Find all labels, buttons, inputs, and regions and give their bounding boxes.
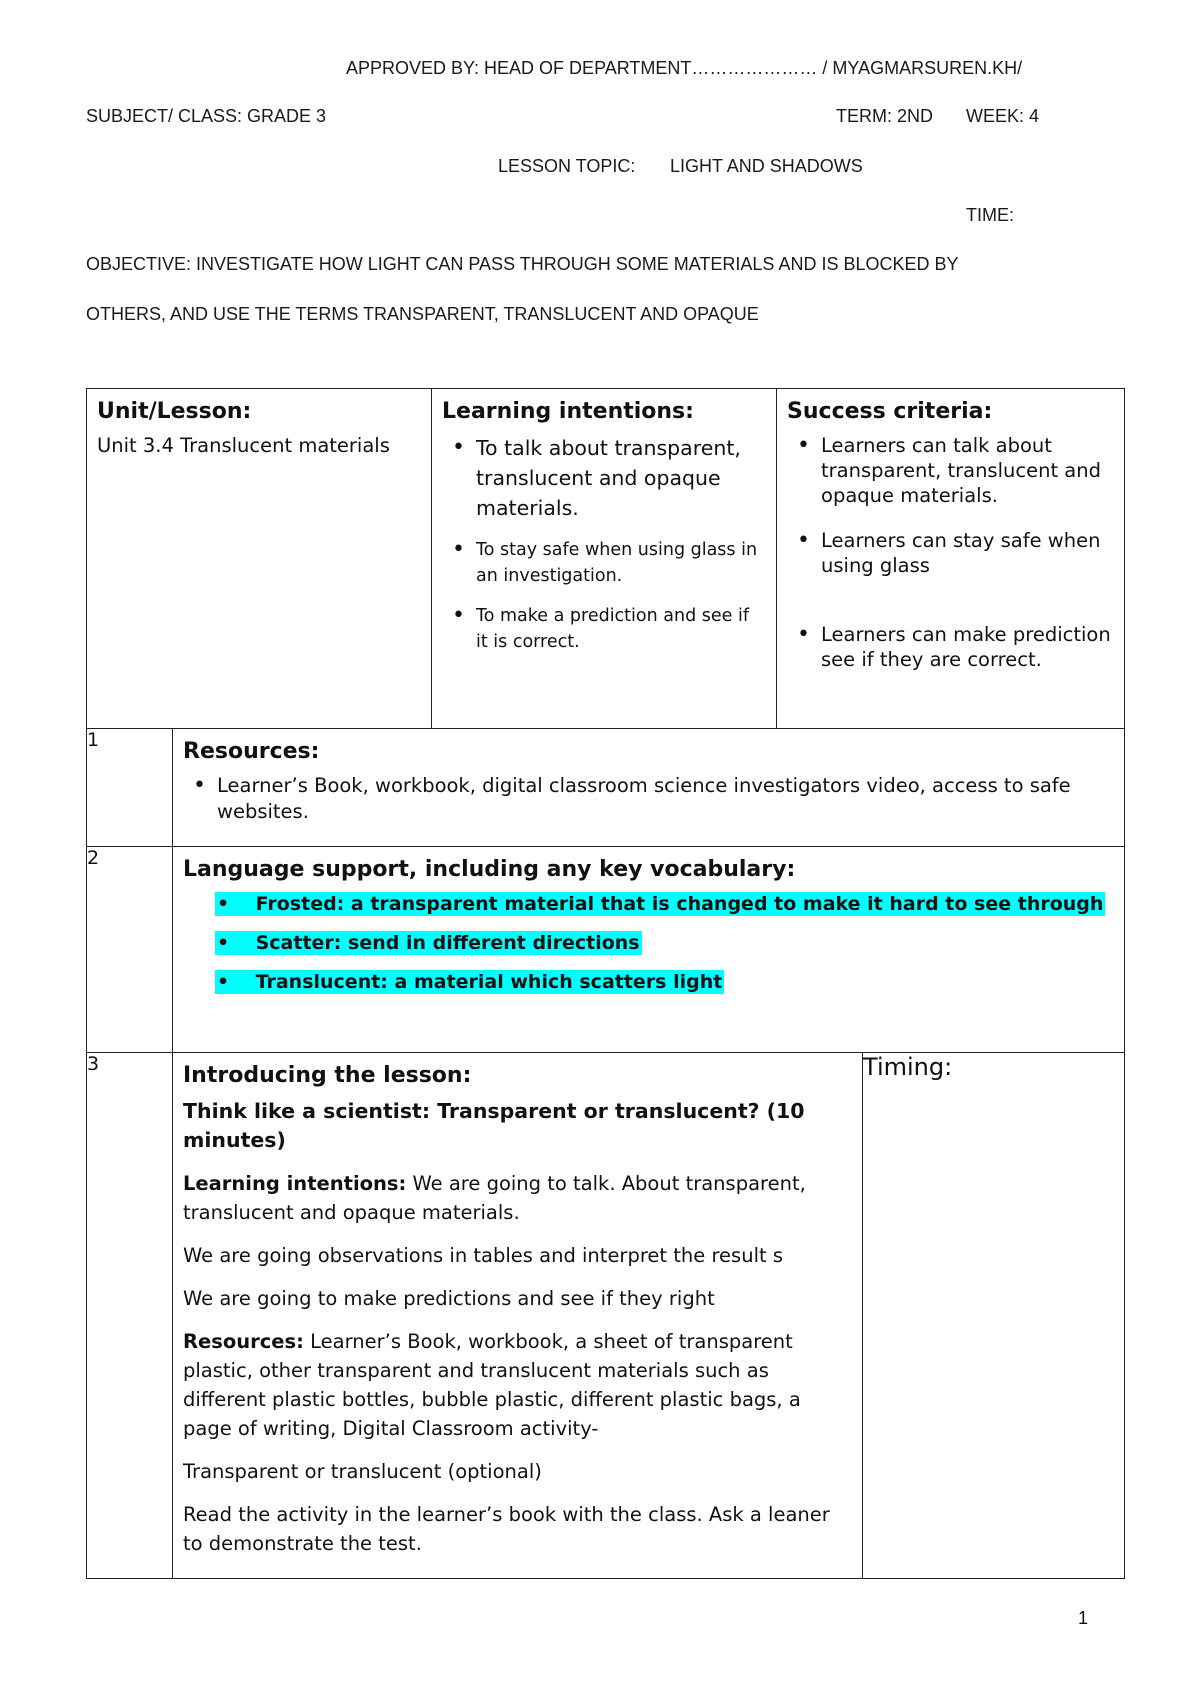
list-item: • To make a prediction and see if it is correct. <box>442 603 766 655</box>
vocab-translucent: Translucent: a material which scatters light <box>255 971 723 993</box>
introduction-row <box>87 1053 1125 1579</box>
bullet-icon: • <box>217 893 256 915</box>
objective-line-1: OBJECTIVE: INVESTIGATE HOW LIGHT CAN PASS THROUGH SOME MATERIALS AND IS BLOCKED BY <box>86 254 959 274</box>
list-item <box>215 930 1114 956</box>
resources-label: Resources: <box>183 739 320 764</box>
subject-class: SUBJECT/ CLASS: GRADE 3 <box>86 106 327 126</box>
lesson-plan-table <box>86 388 1125 1579</box>
list-item: • Learners can talk about transparent, translucent and opaque materials. <box>787 433 1114 508</box>
bullet-icon: • <box>217 932 256 954</box>
lesson-topic-label: LESSON TOPIC: <box>498 156 636 176</box>
list-item: • Learner’s Book, workbook, digital classroom science investigators video, access to safe websites. <box>183 773 1114 825</box>
resources-cell <box>173 729 1125 847</box>
term: TERM: 2ND <box>836 106 934 126</box>
list-item: • Learners can stay safe when using glass <box>787 528 1114 578</box>
learning-intentions-list <box>442 433 766 655</box>
vocab-scatter: Scatter: send in different directions <box>255 932 640 954</box>
list-item <box>215 891 1114 917</box>
language-support-label: Language support, including any key vocabulary: <box>183 857 796 882</box>
vocabulary-list <box>183 891 1114 995</box>
language-support-cell <box>173 847 1125 1053</box>
time-label: TIME: <box>966 205 1014 225</box>
unit-lesson-label: Unit/Lesson: <box>97 399 252 424</box>
row-number: 1 <box>87 729 173 847</box>
list-item <box>215 969 1114 995</box>
observations-paragraph: We are going observations in tables and interpret the result s <box>183 1244 783 1267</box>
week: WEEK: 4 <box>966 106 1040 126</box>
bullet-icon: • <box>217 971 256 993</box>
predictions-paragraph: We are going to make predictions and see if they right <box>183 1287 715 1310</box>
introducing-label: Introducing the lesson: <box>183 1063 472 1088</box>
read-activity-paragraph: Read the activity in the learner’s book with the class. Ask a leaner to demonstrate the test. <box>183 1503 830 1555</box>
vocab-frosted: Frosted: a transparent material that is changed to make it hard to see through <box>255 893 1104 915</box>
unit-lesson-cell <box>87 389 432 729</box>
lesson-topic: LIGHT AND SHADOWS <box>670 156 863 176</box>
list-item: • To stay safe when using glass in an investigation. <box>442 537 766 589</box>
objective-line-2: OTHERS, AND USE THE TERMS TRANSPARENT, TRANSLUCENT AND OPAQUE <box>86 304 759 324</box>
resources-row <box>87 729 1125 847</box>
list-item: • Learners can make prediction see if they are correct. <box>787 622 1114 672</box>
learning-intentions-paragraph: Learning intentions: We are going to talk. About transparent, translucent and opaque materials. <box>183 1172 806 1224</box>
timing-cell: Timing: <box>863 1053 1125 1579</box>
resources-paragraph: Resources: Learner’s Book, workbook, a sheet of transparent plastic, other transparent and translucent materials such as different plastic bottles, bubble plastic, different plastic bags, a page of writing, Digital Classroom activity- <box>183 1330 801 1440</box>
success-criteria-label: Success criteria: <box>787 399 993 424</box>
learning-intentions-cell <box>432 389 777 729</box>
success-criteria-list <box>787 433 1114 672</box>
introduction-cell <box>173 1053 863 1579</box>
language-row <box>87 847 1125 1053</box>
success-criteria-cell <box>777 389 1125 729</box>
optional-paragraph: Transparent or translucent (optional) <box>183 1460 542 1483</box>
unit-lesson-value: Unit 3.4 Translucent materials <box>97 434 390 457</box>
resources-list <box>183 773 1114 825</box>
row-number: 3 <box>87 1053 173 1579</box>
row-number: 2 <box>87 847 173 1053</box>
page-number: 1 <box>1077 1608 1088 1628</box>
intro-subheading: Think like a scientist: Transparent or translucent? (10 minutes) <box>183 1099 805 1152</box>
approval-line: APPROVED BY: HEAD OF DEPARTMENT………………… / MYAGMARSUREN.KH/ <box>346 58 1023 78</box>
learning-intentions-label: Learning intentions: <box>442 399 694 424</box>
header-row <box>87 389 1125 729</box>
list-item: • To talk about transparent, translucent and opaque materials. <box>442 433 766 523</box>
